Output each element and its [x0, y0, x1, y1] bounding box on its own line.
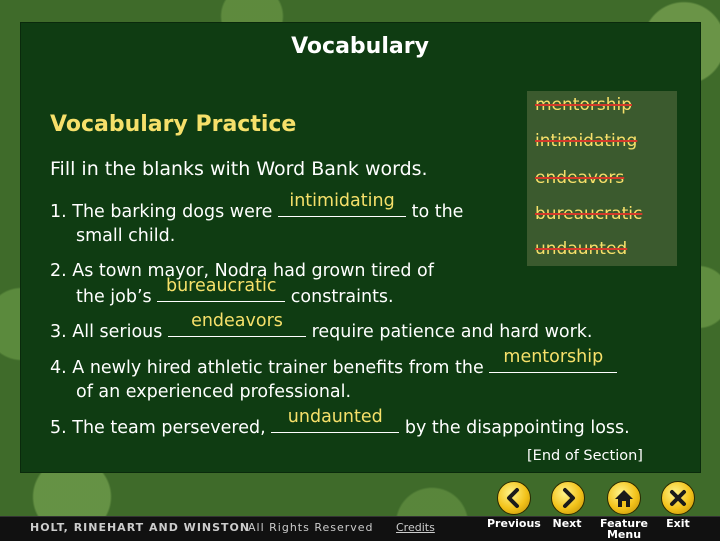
question-4	[50, 347, 617, 404]
answer-blank	[168, 311, 306, 337]
answer-blank	[157, 276, 285, 302]
answer-text: bureaucratic	[165, 276, 277, 296]
answer-text: intimidating	[289, 191, 395, 211]
answer-blank	[278, 191, 406, 217]
question-text: require patience and hard work.	[311, 322, 593, 342]
question-text: to the	[411, 202, 464, 222]
question-2	[50, 259, 434, 309]
previous-button[interactable]	[497, 481, 531, 515]
question-number: 4.	[50, 358, 67, 378]
rights-label: All Rights Reserved	[248, 521, 374, 534]
question-number: 5.	[50, 418, 67, 438]
question-text: The barking dogs were	[72, 202, 273, 222]
feature-menu-button[interactable]	[607, 481, 641, 515]
question-number: 1.	[50, 202, 67, 222]
answer-text: mentorship	[503, 347, 604, 367]
word-bank	[527, 91, 677, 266]
question-text: small child.	[76, 226, 176, 246]
word-bank-item: mentorship	[535, 95, 632, 115]
question-number: 2.	[50, 261, 67, 281]
answer-blank	[271, 407, 399, 433]
word-bank-item: intimidating	[535, 131, 638, 151]
question-text: constraints.	[290, 287, 394, 307]
exit-button[interactable]	[661, 481, 695, 515]
word-bank-item: endeavors	[535, 168, 625, 188]
question-1	[50, 191, 464, 248]
next-button[interactable]	[551, 481, 585, 515]
word-bank-item: undaunted	[535, 239, 628, 259]
answer-blank	[489, 347, 617, 373]
question-text: The team persevered,	[72, 418, 266, 438]
publisher-label: HOLT, RINEHART AND WINSTON	[30, 521, 251, 534]
exit-x-icon	[662, 482, 694, 514]
question-text: A newly hired athletic trainer benefits from the	[72, 358, 484, 378]
section-subtitle: Vocabulary Practice	[50, 112, 297, 137]
page-title: Vocabulary	[291, 34, 429, 59]
next-arrow-icon	[552, 482, 584, 514]
next-label[interactable]: Next	[552, 517, 582, 530]
feature-menu-label[interactable]	[598, 518, 650, 540]
question-text: by the disappointing loss.	[404, 418, 630, 438]
question-text: the job’s	[76, 287, 152, 307]
question-text: All serious	[72, 322, 163, 342]
question-text: of an experienced professional.	[76, 382, 352, 402]
feature-menu-label-line2: Menu	[606, 528, 642, 541]
answer-text: endeavors	[191, 311, 283, 331]
feature-menu-label-line1: Feature	[600, 517, 648, 530]
exit-label[interactable]: Exit	[666, 517, 690, 530]
previous-arrow-icon	[498, 482, 530, 514]
instructions: Fill in the blanks with Word Bank words.	[50, 158, 428, 180]
question-3	[50, 311, 593, 344]
question-text: As town mayor, Nodra had grown tired of	[72, 261, 434, 281]
question-number: 3.	[50, 322, 67, 342]
credits-link[interactable]: Credits	[396, 521, 435, 534]
question-5	[50, 407, 630, 440]
answer-text: undaunted	[287, 407, 383, 427]
word-bank-item: bureaucratic	[535, 204, 643, 224]
home-icon	[608, 482, 640, 514]
previous-label[interactable]: Previous	[487, 517, 541, 530]
end-of-section-label: [End of Section]	[527, 448, 643, 464]
